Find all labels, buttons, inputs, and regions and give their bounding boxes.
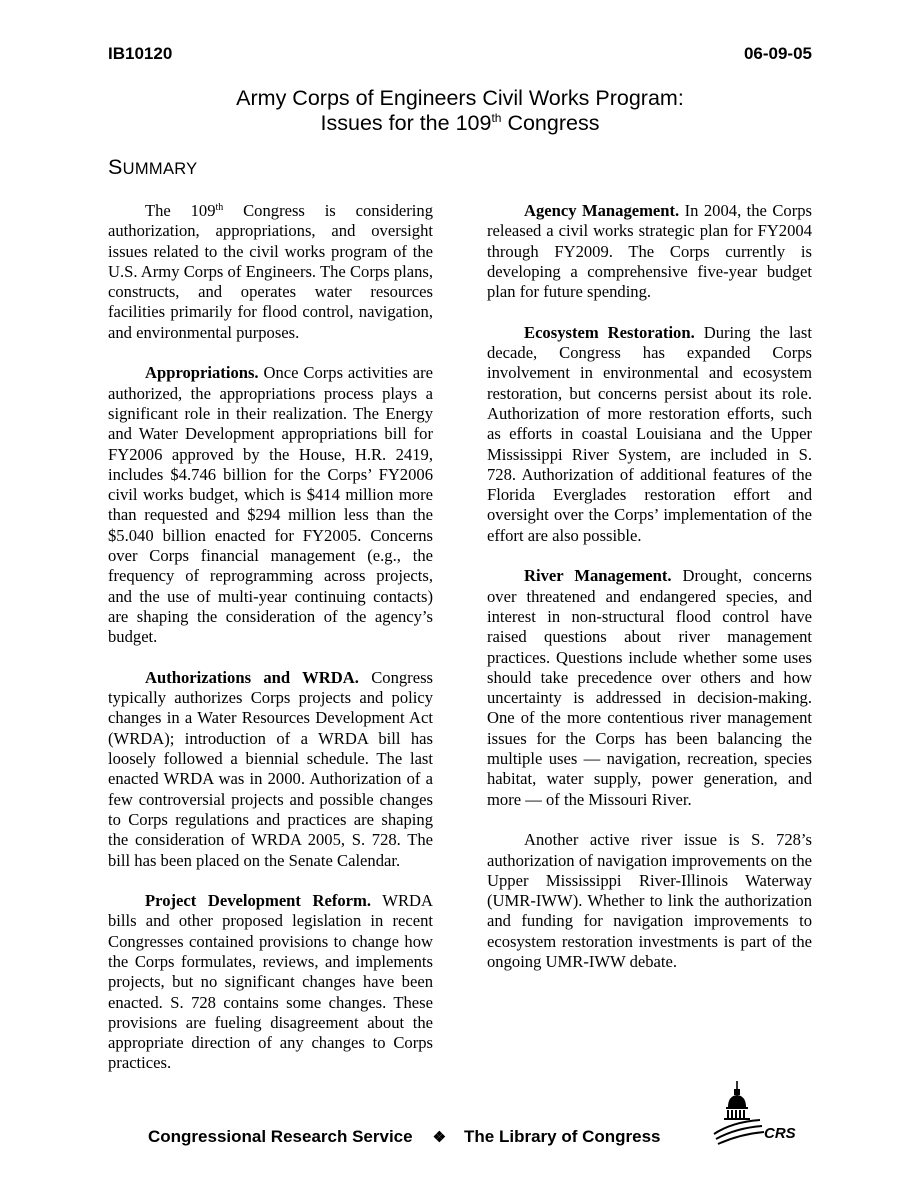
crs-logo-text: CRS <box>764 1125 796 1142</box>
title-line-1: Army Corps of Engineers Civil Works Program: <box>236 86 684 110</box>
intro-paragraph: The 109th Congress is considering authorization, appropriations, and oversight issues related to the civil works program of the U.S. Army Corps of Engineers. The Corps plans, constructs, and operates water resources facilities primarily for flood control, navigation, and environmental purposes. <box>108 201 433 342</box>
footer <box>148 1127 661 1147</box>
authorizations-paragraph: Authorizations and WRDA. Congress typically authorizes Corps projects and policy changes in a Water Resources Development Act (WRDA); introduction of a WRDA bill has loosely followed a biennial schedule. The last enacted WRDA was in 2000. Authorization of a few controversial projects and possible changes to Corps regulations and practices are shaping the consideration of WRDA 2005, S. 728. The bill has been placed on the Senate Calendar. <box>108 667 433 870</box>
left-column <box>108 201 433 1094</box>
section-heading-summary: SUMMARY <box>108 155 198 179</box>
footer-library: The Library of Congress <box>464 1127 661 1146</box>
river-management-heading: River Management. <box>524 566 672 586</box>
right-column <box>487 201 812 993</box>
agency-management-heading: Agency Management. <box>524 201 680 220</box>
ecosystem-restoration-heading: Ecosystem Restoration. <box>524 322 695 342</box>
document-id: IB10120 <box>108 44 173 63</box>
title-line-2: Issues for the 109th Congress <box>320 111 600 135</box>
river-management-paragraph: River Management. Drought, concerns over threatened and endangered species, and interest in non-structural flood control have raised questions about river management practices. Questions include whether some uses should take precedence over others and how uncertainty is addressed in decision-making. One of the more contentious river management issues for the Corps has been balancing the multiple uses — navigation, recreation, species habitat, water supply, power generation, and more — of the Missouri River. <box>487 566 812 809</box>
page-title <box>108 86 812 136</box>
project-development-paragraph: Project Development Reform. WRDA bills and other proposed legislation in recent Congresses contained provisions to change how the Corps formulates, reviews, and implements projects, but no significant changes have been enacted. S. 728 contains some changes. These provisions are fueling disagreement about the appropriate direction of any changes to Corps practices. <box>108 891 433 1073</box>
diamond-separator-icon: ❖ <box>432 1129 447 1146</box>
agency-management-paragraph: Agency Management. In 2004, the Corps released a civil works strategic plan for FY2004 through FY2009. The Corps currently is developing a comprehensive five-year budget plan for future spending. <box>487 201 812 302</box>
footer-publisher: Congressional Research Service <box>148 1127 413 1146</box>
ecosystem-restoration-paragraph: Ecosystem Restoration. During the last decade, Congress has expanded Corps involvement in environmental and ecosystem restoration, but concerns persist about its role. Authorization of more restoration efforts, such as efforts in coastal Louisiana and the Upper Mississippi River System, are included in S. 728. Authorization of additional features of the Florida Everglades restoration effort and oversight over the Corps’ implementation of the effort are also possible. <box>487 322 812 545</box>
authorizations-heading: Authorizations and WRDA. <box>145 667 359 687</box>
project-development-heading: Project Development Reform. <box>145 891 372 911</box>
appropriations-paragraph: Appropriations. Once Corps activities are authorized, the appropriations process plays a significant role in their realization. The Energy and Water Development appropriations bill for FY2006 approved by the House, H.R. 2419, includes $4.746 billion for the Corps’ FY2006 civil works budget, which is $414 million more than requested and $294 million less than the $5.040 billion enacted for FY2005. Concerns over Corps financial management (e.g., the frequency of reprogramming across projects, and the use of multi-year continuing contacts) are shaping the consideration of the agency’s budget. <box>108 363 433 647</box>
document-date: 06-09-05 <box>743 44 812 63</box>
appropriations-heading: Appropriations. <box>145 363 259 383</box>
capitol-dome-logo-icon <box>712 1078 812 1148</box>
another-river-issue-paragraph: Another active river issue is S. 728’s authorization of navigation improvements on the Upper Mississippi River-Illinois Waterway (UMR-IWW). Whether to link the authorization and funding for navigation improvements to ecosystem restoration investments is part of the ongoing UMR-IWW debate. <box>487 830 812 971</box>
